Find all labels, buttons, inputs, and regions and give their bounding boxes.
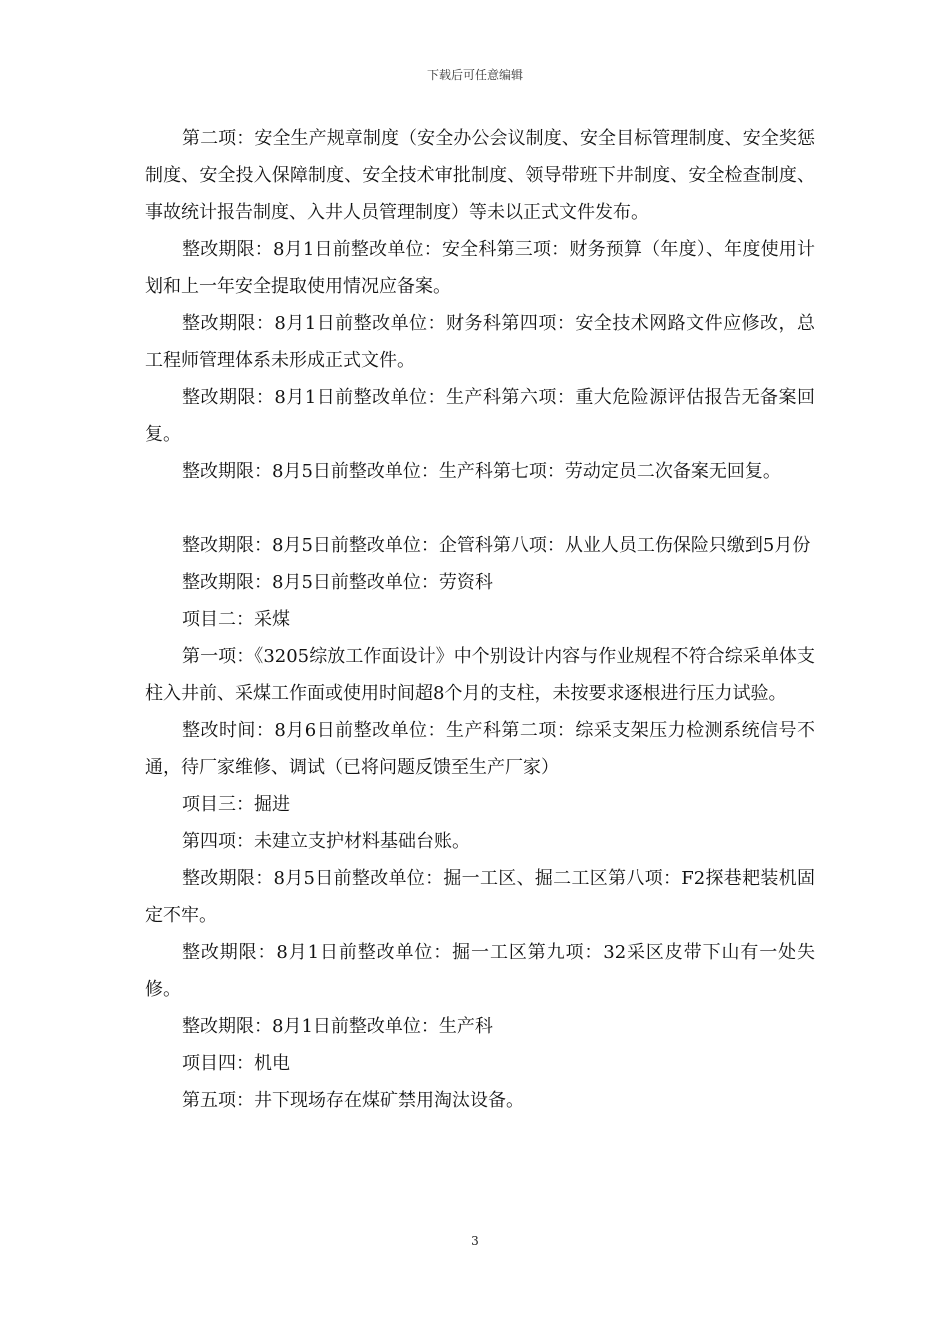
paragraph: 整改期限：8月5日前整改单位：劳资科	[182, 572, 493, 593]
paragraph: 整改期限：8月5日前整改单位：企管科第八项：从业人员工伤保险只缴到5月份	[182, 535, 811, 556]
page-header: 下载后可任意编辑	[426, 68, 523, 82]
paragraph: 整改期限：8月1日前整改单位：生产科	[182, 1016, 493, 1037]
section-heading: 项目三：掘进	[182, 794, 290, 815]
paragraph: 第四项：未建立支护材料基础台账。	[182, 831, 470, 852]
paragraph: 整改期限：8月1日前整改单位：安全科第三项：财务预算（年度）、年度使用计划和上一年安全提取使用情况应备案。	[145, 239, 815, 297]
section-heading: 项目二：采煤	[182, 609, 290, 630]
paragraph: 整改时间：8月6日前整改单位：生产科第二项：综采支架压力检测系统信号不通，待厂家维修、调试（已将问题反馈至生产厂家）	[145, 720, 815, 778]
paragraph: 第五项：井下现场存在煤矿禁用淘汰设备。	[182, 1090, 524, 1111]
paragraph: 整改期限：8月5日前整改单位：生产科第七项：劳动定员二次备案无回复。	[182, 461, 781, 482]
paragraph: 第一项：《3205综放工作面设计》中个别设计内容与作业规程不符合综采单体支柱入井前、采煤工作面或使用时间超8个月的支柱，未按要求逐根进行压力试验。	[145, 646, 815, 704]
section-heading: 项目四：机电	[182, 1053, 290, 1074]
paragraph: 整改期限：8月1日前整改单位：掘一工区第九项：32采区皮带下山有一处失修。	[145, 942, 815, 1000]
paragraph: 整改期限：8月1日前整改单位：生产科第六项：重大危险源评估报告无备案回复。	[145, 387, 815, 445]
paragraph: 第二项：安全生产规章制度（安全办公会议制度、安全目标管理制度、安全奖惩制度、安全投入保障制度、安全技术审批制度、领导带班下井制度、安全检查制度、事故统计报告制度、入井人员管理制度）等未以正式文件发布。	[145, 128, 815, 223]
document-body	[145, 120, 815, 1119]
paragraph: 整改期限：8月1日前整改单位：财务科第四项：安全技术网路文件应修改，总工程师管理体系未形成正式文件。	[145, 313, 815, 371]
page-number: 3	[471, 1234, 479, 1248]
paragraph: 整改期限：8月5日前整改单位：掘一工区、掘二工区第八项：F2探巷耙装机固定不牢。	[145, 868, 815, 926]
